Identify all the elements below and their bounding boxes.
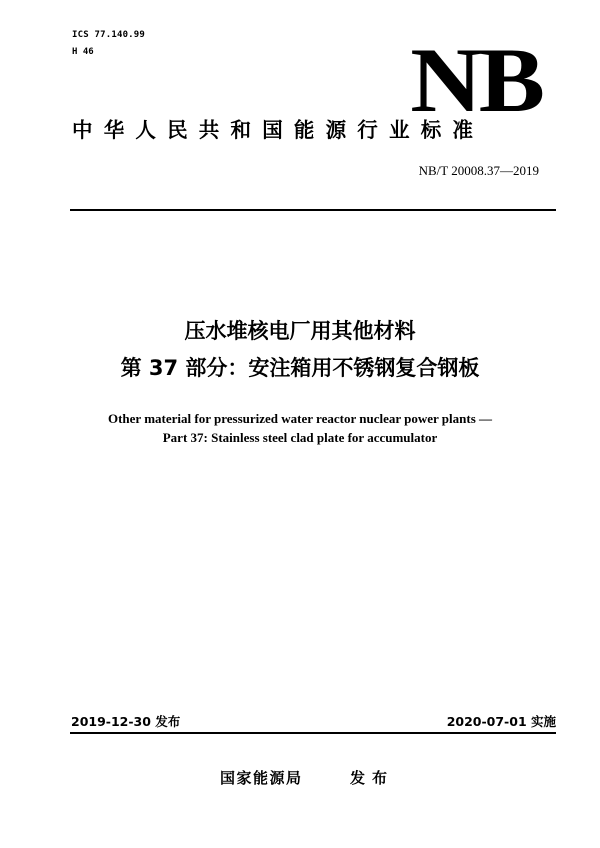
chinese-title-line-1: 压水堆核电厂用其他材料 — [184, 319, 416, 343]
standard-category: 中华人民共和国能源行业标准 — [72, 118, 485, 142]
issue-date: 2019-12-30 发布 — [71, 714, 181, 729]
ccs-code: H 46 — [72, 47, 94, 57]
implementation-date: 2020-07-01 实施 — [446, 714, 556, 729]
ics-code: ICS 77.140.99 — [72, 30, 146, 40]
nb-logo: NB — [410, 29, 542, 131]
chinese-title-line-2: 第 37 部分：安注箱用不锈钢复合钢板 — [120, 356, 480, 380]
bottom-divider — [70, 732, 556, 734]
publisher-action: 发布 — [350, 769, 395, 787]
top-divider — [70, 209, 556, 211]
publisher-name: 国家能源局 — [220, 769, 303, 787]
english-title-line-2: Part 37: Stainless steel clad plate for accumulator — [162, 430, 438, 445]
english-title-line-1: Other material for pressurized water reactor nuclear power plants — — [107, 411, 493, 426]
standard-number: NB/T 20008.37—2019 — [418, 163, 539, 178]
